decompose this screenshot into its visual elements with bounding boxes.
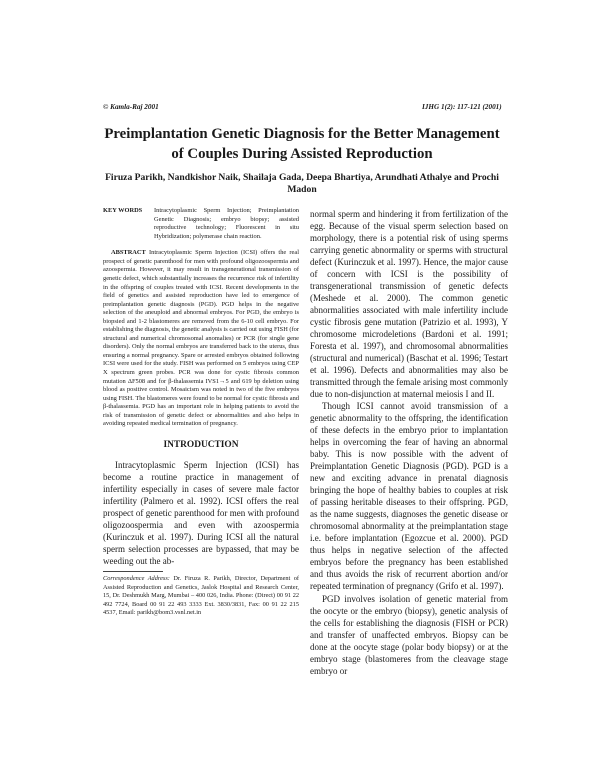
keywords-text: Intracytoplasmic Sperm Injection; Preimplantation Genetic Diagnosis; embryo biopsy; assisted reproductive technology; Fluorescent in situ Hybridization; polymerase chain reaction. [154,207,299,240]
keywords-block [103,207,299,241]
correspondence-text: Dr. Firuza R. Parikh, Director, Department of Assisted Reproduction and Genetics, Jaslok Hospital and Research Center, 15, Dr. Deshmukh Marg, Mumbai – 400 026, India. Phone: (Direct) 00 91 22 492 7724, Board 00 91 22 493 3333 Ext. 3830/3831, Fax: 00 91 22 215 4537, Email: parikh@bom3.vsnl.net.in [103,575,299,616]
right-column [310,208,508,677]
abstract-block [103,249,299,428]
body-paragraph: Though ICSI cannot avoid transmission of a genetic abnormality to the offspring, the identification of these defects in the embryo prior to implantation helps in overcoming the fear of having an abnormal baby. This is now possible with the advent of Preimplantation Genetic Diagnosis (PGD). PGD is a new and exciting advance in prenatal diagnosis bringing the hope of healthy babies to couples at risk of passing heritable diseases to their offspring. PGD, as the name suggests, diagnoses the genetic disease or chromosomal abnormality at the preimplantation stage i.e. before implantation (Egozcue et al. 2000). PGD thus helps in negative selection of the affected embryos before the pregnancy has been established and thus avoids the risk of recurrent abortion and/or repeated termination of pregnancy (Grifo et al. 1997). [310,401,508,592]
paper-title: Preimplantation Genetic Diagnosis for the Better Management of Couples During Assisted Reproduction [104,126,500,162]
abstract-text: Intracytoplasmic Sperm Injection (ICSI) offers the real prospect of genetic parenthood for men with profound oligozoospermia and azoospermia. However, it may result in transgenerational transmission of genetic defect, which substantially increases the recurrence risk of infertility in the offspring of couples treated with ICSI. Recent developments in the field of genetics and assisted reproduction have led to emergence of preimplantation genetic diagnosis (PGD). PGD helps in the negative selection of the aneuploid and abnormal embryos. For PGD, the embryo is biopsied and 1-2 blastomeres are removed from the 6-10 cell embryo. For establishing the diagnosis, the genetic analysis is carried out using FISH (for structural and numerical chromosomal anomalies) or PCR (for single gene disorders). Only the normal embryos are transferred back to the uterus, thus ensuring a normal pregnancy. Spare or arrested embryos obtained following ICSI were used for the study. FISH was performed on 5 embryos using CEP X spectrum green probes. PCR was done for cystic fibrosis common mutation ΔF508 and for β-thalassemia IVS1→5 and 619 bp deletion using blood as positive control. Mosaicism was noted in two of the five embryos using FISH. The blastomeres were found to be normal for cystic fibrosis and β-thalassemia. PGD has an important role in helping patients to avoid the risk of transmission of genetic defect or abnormalities and also helps in avoiding repeated medical termination of pregnancy. [103,249,300,428]
introduction-heading: INTRODUCTION [163,439,239,450]
body-paragraph: PGD involves isolation of genetic material from the oocyte or the embryo (biopsy), genetic analysis of the cells for establishing the diagnosis (FISH or PCR) and transfer of unaffected embryos. Biopsy can be done at the oocyte stage (polar body biopsy) or at the embryo stage (blastomeres from the cleavage stage embryo or [310,593,508,676]
journal-copyright: © Kamla-Raj 2001 [103,103,159,111]
body-paragraph: normal sperm and hindering it from fertilization of the egg. Because of the visual sperm selection based on morphology, there is a potential risk of using sperms carrying genetic abnormality or sperms with structural defect (Kurinczuk et al. 1997). Hence, the major cause of concern with ICSI is the possibility of transgenerational transmission of genetic defects (Meshede et al. 2000). The common genetic abnormalities associated with male infertility include cystic fibrosis gene mutation (Patrizio et al. 1993), Y chromosome microdeletions (Bardoni et al. 1991; Foresta et al. 1997), and chromosomal abnormalities (structural and numerical) (Baschat et al. 1996; Testart et al. 1996). Defects and abnormalities may also be transmitted through the female arising most commonly due to non-disjunction at maternal meiosis I and II. [310,209,508,400]
abstract-label: ABSTRACT [111,249,146,257]
keywords-label: KEY WORDS [103,207,143,214]
introduction-paragraph: Intracytoplasmic Sperm Injection (ICSI) has become a routine practice in management of infertility especially in cases of severe male factor infertility (Palmero et al. 1992). ICSI offers the real prospect of genetic parenthood for men with profound oligozoospermia and even with azoospermia (Kurinczuk et al. 1997). During ICSI all the natural sperm selection processes are bypassed, that may be weeding out the ab- [103,459,299,567]
journal-citation: IJHG 1(2): 117-121 (2001) [422,103,502,111]
footnote-divider [103,571,163,572]
author-list: Firuza Parikh, Nandkishor Naik, Shailaja Gada, Deepa Bhartiya, Arundhati Athalye and Prochi Madon [105,172,499,195]
correspondence-label: Correspondence Address: [103,575,170,583]
left-column [103,207,299,617]
correspondence-footnote [103,575,299,617]
